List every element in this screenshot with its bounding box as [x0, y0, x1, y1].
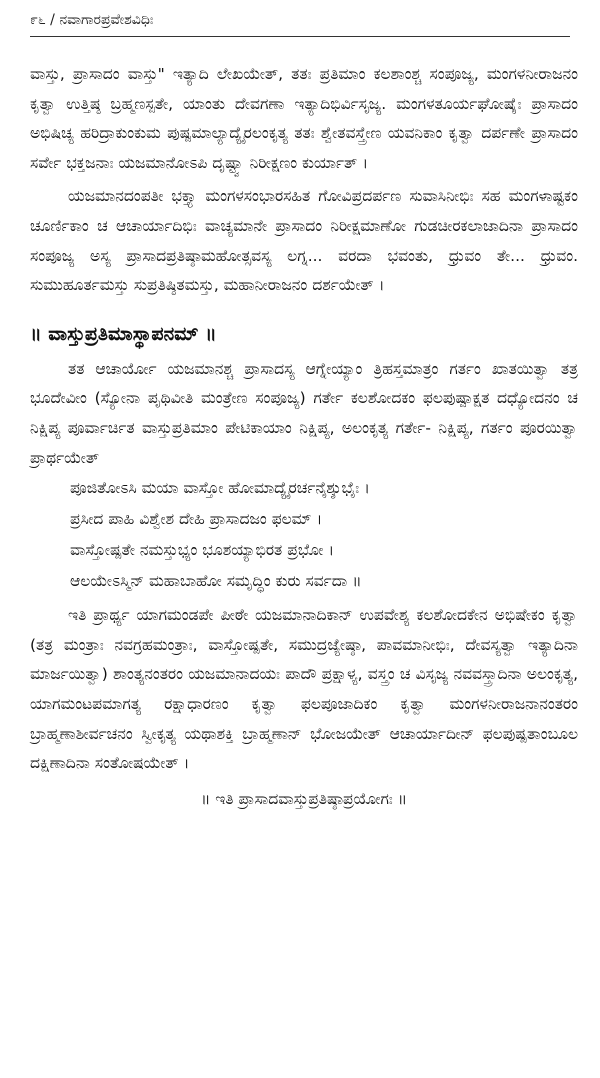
- verse-line: ವಾಸ್ತೋಷ್ಪತೇ ನಮಸ್ತುಭ್ಯಂ ಭೂಶಯ್ಯಾಭಿರತ ಪ್ರಭೋ ।: [70, 541, 335, 560]
- paragraph-1: ವಾಸ್ತು, ಪ್ರಾಸಾದಂ ವಾಸ್ತು" ಇತ್ಯಾದಿ ಲೇಖಯೇತ್, ತತಃ ಪ್ರತಿಮಾಂ ಕಲಶಾಂಶ್ಚ ಸಂಪೂಜ್ಯ, ಮಂಗಳನೀರಾಜನಂ ಕೃತ್ವಾ ಉತ್ತಿಷ್ಠ ಬ್ರಹ್ಮಣಸ್ಪತೇ, ಯಾಂತು ದೇವಗಣಾ ಇತ್ಯಾದಿಭಿರ್ವಿಸೃಜ್ಯ. ಮಂಗಳತೂರ್ಯಘೋಷೈಃ ಪ್ರಾಸಾದಂ ಅಭಿಷಿಚ್ಯ ಹರಿದ್ರಾಕುಂಕುಮ ಪುಷ್ಪಮಾಲ್ಯಾದ್ಯೈರಲಂಕೃತ್ಯ ತತಃ ಶ್ವೇತವಸ್ತ್ರೇಣ ಯವನಿಕಾಂ ಕೃತ್ವಾ ದರ್ಪಣೇ ಪ್ರಾಸಾದಂ ಸರ್ವೇ ಭಕ್ತಜನಾಃ ಯಜಮಾನೋಽಪಿ ದೃಷ್ಟ್ವಾ ನಿರೀಕ್ಷಣಂ ಕುರ್ಯಾತ್ ।: [30, 65, 578, 172]
- verse-line: ಆಲಯೇಽಸ್ಮಿನ್ ಮಹಾಬಾಹೋ ಸಮೃದ್ಧಿಂ ಕುರು ಸರ್ವದಾ ॥: [70, 572, 362, 591]
- paragraph-2: ಯಜಮಾನದಂಪತೀ ಭಕ್ತ್ಯಾ ಮಂಗಳಸಂಭಾರಸಹಿತ ಗೋವಿಪ್ರದರ್ಪಣ ಸುವಾಸಿನೀಭಿಃ ಸಹ ಮಂಗಳಾಷ್ಟಕಂ ಚೂರ್ಣಿಕಾಂ ಚ ಆಚಾರ್ಯಾದಿಭಿಃ ವಾಚ್ಯಮಾನೇ ಪ್ರಾಸಾದಂ ನಿರೀಕ್ಷಮಾಣೋ ಗುಡಚೀರಕಲಾಜಾದಿನಾ ಪ್ರಾಸಾದಂ ಸಂಪೂಜ್ಯ ಅಸ್ಯ ಪ್ರಾಸಾದಪ್ರತಿಷ್ಠಾಮಹೋತ್ಸವಸ್ಯ ಲಗ್ನ... ವರದಾ ಭವಂತು, ಧ್ರುವಂ ತೇ... ಧ್ರುವಂ. ಸುಮುಹೂರ್ತಮಸ್ತು ಸುಪ್ರತಿಷ್ಠಿತಮಸ್ತು, ಮಹಾನೀರಾಜನಂ ದರ್ಶಯೇತ್ ।: [30, 187, 578, 295]
- chapter-title: ನವಾಗಾರಪ್ರವೇಶವಿಧಿಃ: [59, 12, 154, 28]
- section-heading: ॥ ವಾಸ್ತುಪ್ರತಿಮಾಸ್ಥಾಪನಮ್ ॥: [30, 322, 217, 345]
- verse-block: [30, 473, 578, 597]
- paragraph-3: ತತ ಆಚಾರ್ಯೋ ಯಜಮಾನಶ್ಚ ಪ್ರಾಸಾದಸ್ಯ ಆಗ್ನೇಯ್ಯಾಂ ತ್ರಿಹಸ್ತಮಾತ್ರಂ ಗರ್ತಂ ಖಾತಯಿತ್ವಾ ತತ್ರ ಭೂದೇವೀಂ (ಸ್ಯೋನಾ ಪೃಥಿವೀತಿ ಮಂತ್ರೇಣ ಸಂಪೂಜ್ಯ) ಗರ್ತೇ ಕಲಶೋದಕಂ ಫಲಪುಷ್ಪಾಕ್ಷತ ದಧ್ಯೋದನಂ ಚ ನಿಕ್ಷಿಪ್ಯ ಪೂರ್ವಾರ್ಚಿತ ವಾಸ್ತುಪ್ರತಿಮಾಂ ಪೇಟಿಕಾಯಾಂ ನಿಕ್ಷಿಪ್ಯ, ಅಲಂಕೃತ್ಯ ಗರ್ತೇ- ನಿಕ್ಷಿಪ್ಯ, ಗರ್ತಂ ಪೂರಯಿತ್ವಾ ಪ್ರಾರ್ಥಯೇತ್: [30, 359, 578, 467]
- header-separator: /: [50, 12, 55, 28]
- verse-line: ಪೂಜಿತೋಽಸಿ ಮಯಾ ವಾಸ್ತೋ ಹೋಮಾದ್ಯೈರರ್ಚನೈಶ್ಶುಭೈಃ ।: [70, 479, 370, 498]
- paragraph-4: ಇತಿ ಪ್ರಾರ್ಥ್ಯ ಯಾಗಮಂಡಪೇ ಪೀಠೇ ಯಜಮಾನಾದಿಕಾನ್ ಉಪವೇಶ್ಯ ಕಲಶೋದಕೇನ ಅಭಿಷೇಕಂ ಕೃತ್ವಾ (ತತ್ರ ಮಂತ್ರಾಃ ನವಗ್ರಹಮಂತ್ರಾಃ, ವಾಸ್ತೋಷ್ಪತೇ, ಸಮುದ್ರಜ್ಯೇಷ್ಠಾ, ಪಾವಮಾನೀಭಿಃ, ದೇವಸ್ಯತ್ವಾ ಇತ್ಯಾದಿನಾ ಮಾರ್ಜಯಿತ್ವಾ) ಶಾಂತ್ಯನಂತರಂ ಯಜಮಾನಾದಯಃ ಪಾದೌ ಪ್ರಕ್ಷಾಳ್ಯ, ವಸ್ತ್ರಂ ಚ ವಿಸೃಜ್ಯ ನವವಸ್ತ್ರಾದಿನಾ ಅಲಂಕೃತ್ಯ, ಯಾಗಮಂಟಪಮಾಗತ್ಯ ರಕ್ಷಾಧಾರಣಂ ಕೃತ್ವಾ ಫಲಪೂಜಾದಿಕಂ ಕೃತ್ವಾ ಮಂಗಳನೀರಾಜನಾನಂತರಂ ಬ್ರಾಹ್ಮಣಾಶೀರ್ವಚನಂ ಸ್ವೀಕೃತ್ಯ ಯಥಾಶಕ್ತಿ ಬ್ರಾಹ್ಮಣಾನ್ ಭೋಜಯೇತ್ ಆಚಾರ್ಯಾದೀನ್ ಫಲಪುಷ್ಪತಾಂಬೂಲ ದಕ್ಷಿಣಾದಿನಾ ಸಂತೋಷಯೇತ್ ।: [30, 606, 578, 773]
- page-number: ೯೬: [30, 12, 46, 28]
- running-header: [30, 10, 570, 37]
- page-body: [30, 60, 578, 815]
- verse-line: ಪ್ರಸೀದ ಪಾಹಿ ವಿಶ್ವೇಶ ದೇಹಿ ಪ್ರಾಸಾದಜಂ ಫಲಮ್ ।: [70, 510, 323, 529]
- colophon: ॥ ಇತಿ ಪ್ರಾಸಾದವಾಸ್ತುಪ್ರತಿಷ್ಠಾಪ್ರಯೋಗಃ ॥: [200, 789, 408, 808]
